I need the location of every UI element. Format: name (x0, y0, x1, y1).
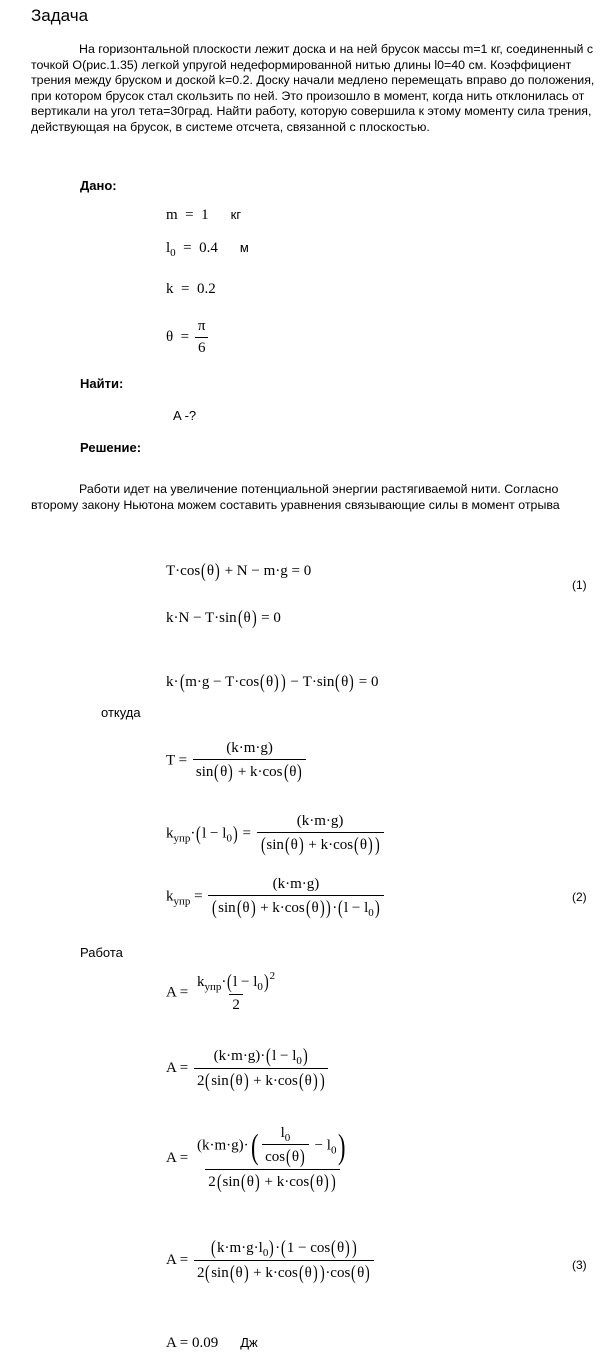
given-length: $l_0 = 0.4$ м (166, 240, 249, 259)
mass-unit: кг (230, 207, 242, 222)
length-unit: м (239, 240, 249, 255)
mass-value: 1 (201, 207, 209, 223)
equation-1-label: (1) (572, 578, 587, 592)
equation-work-c: A = (k·m·g)·( $\frac{l_0}{\cos(\theta)}$ − $l_0$) 2(sin(θ) + k·cos(θ) ) (166, 1125, 346, 1194)
angle-numerator: π (197, 318, 206, 334)
angle-denominator: 6 (195, 337, 209, 357)
solution-heading: Решение: (80, 440, 142, 455)
solution-intro (31, 482, 609, 513)
given-heading: Дано: (80, 178, 117, 193)
equation-tension: T = $\frac{(k\cdot m\cdot g)}{\sin(\theta) + k\cdot\cos(\theta)}$ (166, 740, 308, 782)
page-title: Задача (31, 6, 89, 25)
work-label: Работа (80, 945, 123, 960)
equation-work-a: A = $\frac{k_{упр}\cdot(l - l_0)^2}{2}$ (166, 970, 276, 1014)
given-angle: θ = $\frac{\pi}{6}$ (166, 318, 210, 357)
find-heading: Найти: (80, 376, 124, 391)
equation-stiffness-b: $k_{упр}$ = $\frac{(k\cdot m\cdot g)}{(\sin(\theta) + k\cdot\cos(\theta) )\cdot(l - l_0)}$ (166, 876, 386, 918)
given-mass: m = 1 кг (166, 207, 242, 223)
length-value: 0.4 (199, 240, 218, 256)
equation-2-label: (2) (572, 890, 587, 904)
whence-label: откуда (101, 705, 141, 720)
friction-value: 0.2 (196, 281, 216, 297)
answer: A = 0.09 Дж (166, 1335, 258, 1351)
equation-1b: k·N − T·sin(θ) = 0 (166, 607, 281, 629)
equation-work-b: A = $\frac{(k\cdot m\cdot g)\cdot(l - l_0)}{2(\sin(\theta) + k\cdot\cos(\theta) )}$ (166, 1046, 330, 1092)
answer-value: 0.09 (191, 1335, 219, 1351)
given-friction: k = 0.2 (166, 281, 216, 297)
equation-stiffness-a: $k_{упр}\cdot(l - l_0)$ = $\frac{(k\cdot m\cdot g)}{(\sin(\theta) + k\cdot\cos(\theta) )}$ (166, 813, 386, 855)
equation-1a: T·cos(θ) + N − m·g = 0 (166, 560, 312, 582)
equation-work-d: A = $\frac{(k\cdot m\cdot g\cdot l_0)\cdot(1 - \cos(\theta) )}{2(\sin(\theta) + k\cdot\cos(\theta) )\cdot\cos(\theta)}$ (166, 1238, 376, 1284)
solution-intro-text: Работи идет на увеличение потенциальной энергии растягиваемой нити. Согласно второму закону Ньютона можем составить уравнения связывающие силы в момент отрыва (31, 482, 560, 512)
find-value: A -? (173, 408, 197, 423)
problem-text: На горизонтальной плоскости лежит доска и на ней брусок массы m=1 кг, соединенный с точкой O(рис.1.35) легкой упругой недеформированной нитью длины l0=40 см. Коэффициент трения между бруском и доской k=0.2. Доску начали медлено перемещать вправо до положения, при котором брусок стал скользить по ней. Это произошло в момент, когда нить отклонилась от вертикали на угол тета=30град. Найти работу, которую совершила к этому моменту сила трения, действующая на брусок, в системе отсчета, связанной с плоскостью. (31, 42, 595, 134)
equation-3-label: (3) (572, 1258, 587, 1272)
problem-statement (31, 42, 609, 136)
answer-unit: Дж (240, 1335, 258, 1350)
equation-combined: k·(m·g − T·cos(θ) ) − T·sin(θ) = 0 (166, 671, 379, 693)
